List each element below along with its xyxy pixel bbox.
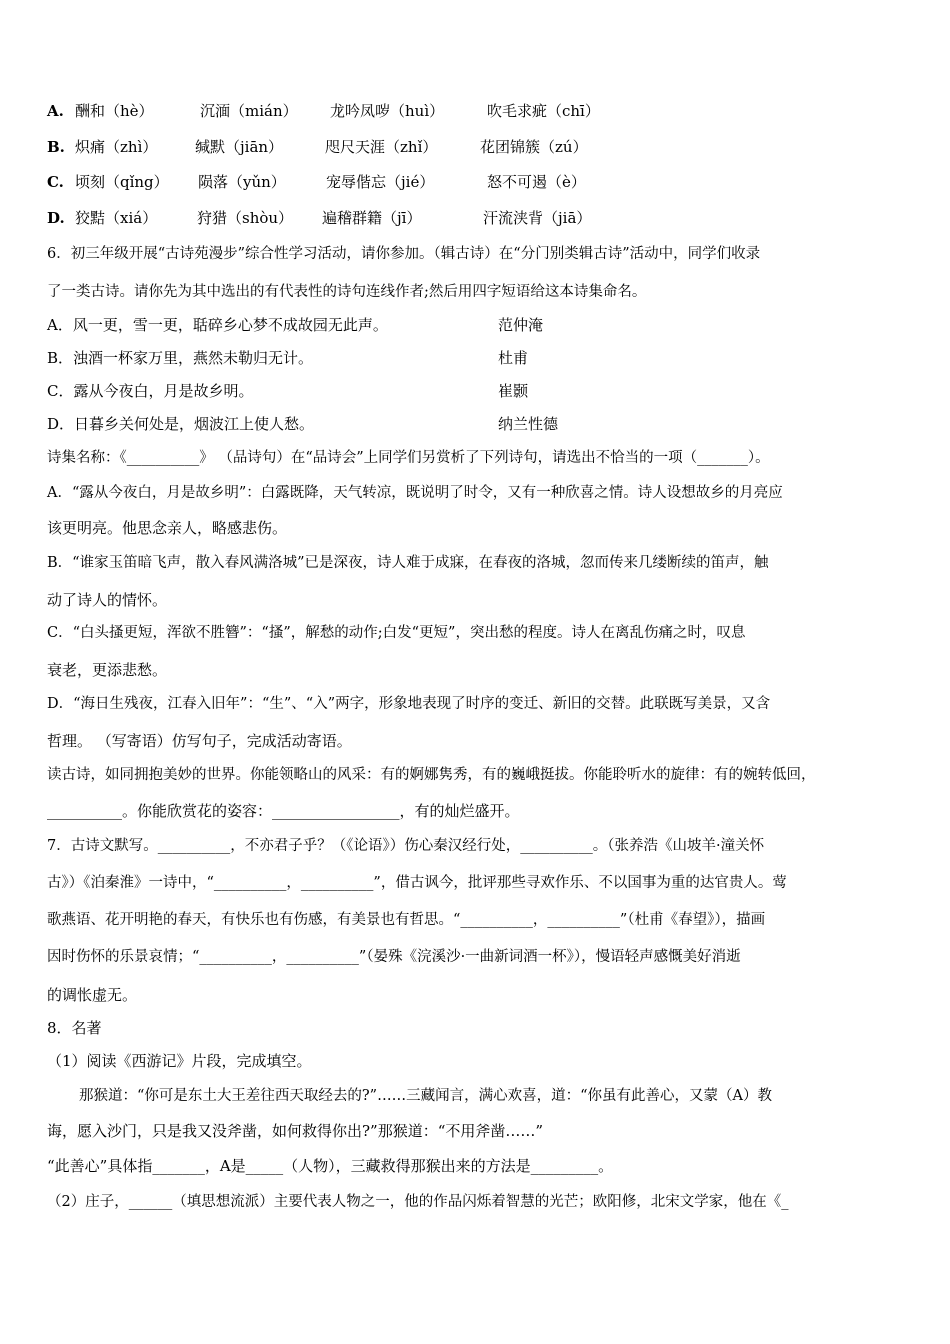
q8-passage: 诲，愿入沙门，只是我又没斧凿，如何救得你出?”那猴道：“不用斧凿……” [47,1122,544,1140]
option-item: 龙吟凤哕（huì） [330,102,445,120]
poem-author: 杜甫 [498,349,529,367]
option-item: 咫尺天涯（zhǐ） [325,138,438,156]
poem-author: 崔颢 [498,382,529,400]
option-item: 汗流浃背（jiā） [483,209,592,227]
option-item: 顷刻（qǐng） [75,173,169,191]
q7-line: 古》）《泊秦淮》一诗中，“__________，__________”，借古讽今，批评那些寻欢作乐、不以国事为重的达官贵人。莺 [47,875,787,891]
analysis-line: 哲理。 （写寄语）仿写句子，完成活动寄语。 [47,732,352,750]
analysis-line: D．“海日生残夜，江春入旧年”：“生”、“入”两字，形象地表现了时序的变迁、新旧的交替。此联既写美景，又含 [47,696,771,712]
q6-intro: 了一类古诗。请你先为其中选出的有代表性的诗句连线作者;然后用四字短语给这本诗集命名。 [47,284,647,300]
option-item: 陨落（yǔn） [198,173,286,191]
analysis-line: 该更明亮。他思念亲人，略感悲伤。 [47,519,288,537]
analysis-line: __________。你能欣赏花的姿容：_________________，有的灿烂盛开。 [47,802,520,820]
option-item: 遍稽群籍（jī） [322,209,422,227]
analysis-line: B．“谁家玉笛暗飞声，散入春风满洛城”已是深夜，诗人难于成寐，在春夜的洛城，忽而传来几缕断续的笛声，触 [47,555,769,571]
option-label: D. [47,209,65,227]
q7-line: 歌燕语、花开明艳的春天，有快乐也有伤感，有美景也有哲思。“__________，__________”（杜甫《春望》），描画 [47,912,766,928]
q8-fill: “此善心”具体指_______，A是_____（人物），三藏救得那猴出来的方法是_________。 [47,1157,614,1175]
option-item: 吹毛求疵（chī） [487,102,600,120]
option-item: 狩猎（shòu） [197,209,294,227]
q7-line: 7．古诗文默写。__________，不亦君子乎？（《论语》）伤心秦汉经行处，__________。（张养浩《山坡羊·潼关怀 [47,838,765,854]
analysis-line: C．“白头搔更短，浑欲不胜簪”：“搔”，解愁的动作;白发“更短”，突出愁的程度。诗人在离乱伤痛之时，叹息 [47,625,746,641]
analysis-line: A．“露从今夜白，月是故乡明”：白露既降，天气转凉，既说明了时令，又有一种欣喜之情。诗人设想故乡的月亮应 [47,485,783,501]
analysis-line: 衰老，更添悲愁。 [47,661,168,679]
q6-intro: 6．初三年级开展“古诗苑漫步”综合性学习活动，请你参加。（辑古诗）在“分门别类辑古诗”活动中，同学们收录 [47,246,761,262]
option-item: 炽痛（zhì） [75,138,158,156]
q8-title: 8．名著 [47,1019,102,1037]
option-item: 狡黠（xiá） [75,209,158,227]
q8-passage: 那猴道：“你可是东土大王差往西天取经去的?”……三藏闻言，满心欢喜，道：“你虽有此善心，又蒙（A）教 [79,1088,772,1104]
q8-part2: （2）庄子，______（填思想流派）主要代表人物之一，他的作品闪烁着智慧的光芒；欧阳修，北宋文学家，他在《_ [47,1194,789,1210]
option-item: 沉湎（mián） [200,102,298,120]
poem-line: A．风一更，雪一更，聒碎乡心梦不成故园无此声。 [47,316,388,334]
poem-line: D．日暮乡关何处是，烟波江上使人愁。 [47,415,315,433]
option-item: 酬和（hè） [75,102,154,120]
poem-line: C．露从今夜白，月是故乡明。 [47,382,254,400]
q7-line: 的调怅虚无。 [47,986,138,1004]
poem-author: 范仲淹 [498,316,544,334]
analysis-line: 动了诗人的情怀。 [47,591,168,609]
poem-line: B．浊酒一杯家万里，燕然未勒归无计。 [47,349,314,367]
option-label: B. [47,138,65,156]
option-label: C. [47,173,64,191]
q8-part1: （1）阅读《西游记》片段，完成填空。 [47,1052,312,1070]
option-item: 怒不可遏（è） [487,173,586,191]
option-item: 宠辱偕忘（jié） [326,173,435,191]
analysis-line: 读古诗，如同拥抱美妙的世界。你能领略山的风采：有的婀娜隽秀，有的巍峨挺拔。你能聆听水的旋律：有的婉转低回， [47,767,816,783]
collection-name-line: 诗集名称：《__________》 （品诗句）在“品诗会”上同学们另赏析了下列诗句，请选出不恰当的一项（_______）。 [47,450,770,466]
option-label: A. [47,102,64,120]
poem-author: 纳兰性德 [498,415,559,433]
option-item: 缄默（jiān） [195,138,284,156]
option-item: 花团锦簇（zú） [480,138,588,156]
q7-line: 因时伤怀的乐景哀情；“__________，__________”（晏殊《浣溪沙·一曲新词酒一杯》），慢语轻声感慨美好消逝 [47,949,741,965]
